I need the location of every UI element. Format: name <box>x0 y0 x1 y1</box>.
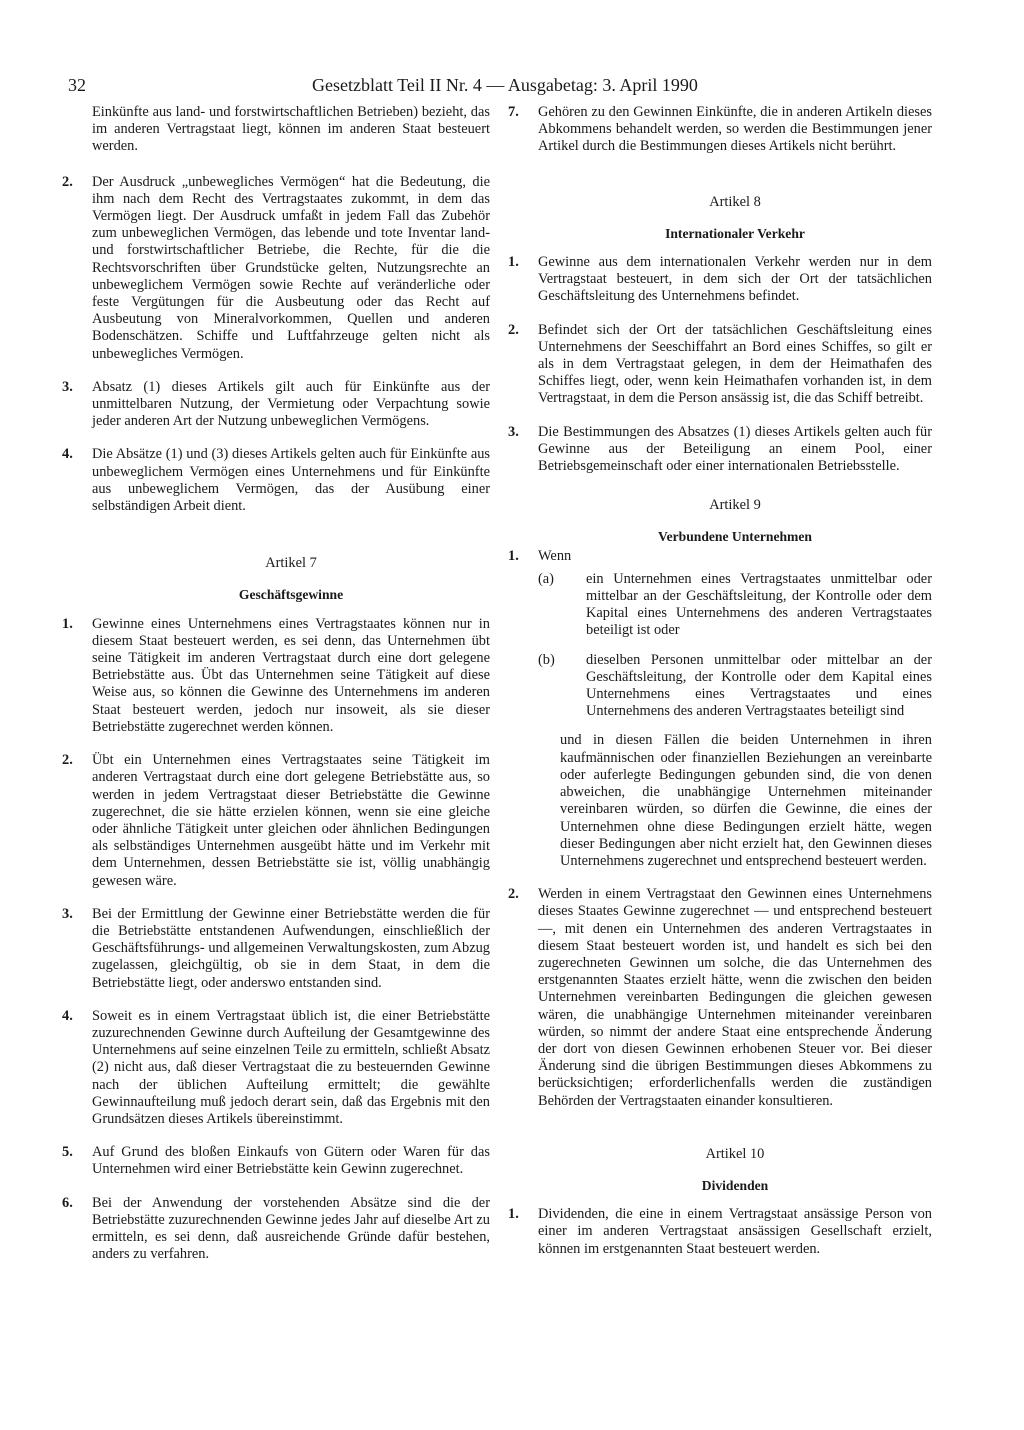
article-10-paragraph-1 <box>508 1206 932 1258</box>
paragraph-4 <box>62 446 490 515</box>
paragraph-text: Befindet sich der Ort der tatsächlichen Geschäftsleitung eines Unternehmens der Seeschiffahrt an Bord eines Schiffes, so gilt er als in dem Vertragstaat gelegen, in dem der Heimathafen des Schiffes liegt, oder, wenn kein Heimathafen vorhanden ist, in dem Vertragstaat, in dem die Person ansässig ist, die das Schiff betreibt. <box>538 321 932 407</box>
subitem-b <box>508 652 932 721</box>
article-7-paragraph-5 <box>62 1144 490 1178</box>
paragraph-number: 6. <box>62 1194 73 1211</box>
paragraph-text: Auf Grund des bloßen Einkaufs von Gütern oder Waren für das Unternehmen wird einer Betriebstätte kein Gewinn zugerechnet. <box>92 1144 490 1178</box>
article-10-number: Artikel 10 <box>705 1145 765 1162</box>
paragraph-text: Dividenden, die eine in einem Vertragstaat ansässige Person von einer im anderen Vertragstaat ansässigen Gesellschaft erzielt, können im erstgenannten Staat besteuert werden. <box>538 1206 932 1257</box>
subitem-label: (a) <box>538 570 554 587</box>
subitem-label: (b) <box>538 651 555 668</box>
article-7-paragraph-3 <box>62 906 490 992</box>
paragraph-number: 2. <box>62 173 73 190</box>
paragraph-text: Gewinne eines Unternehmens eines Vertragstaates können nur in diesem Staat besteuert werden, es sei denn, das Unternehmen übt seine Tätigkeit im anderen Vertragstaat durch eine dort gelegene Betriebstätte aus. Übt das Unternehmen seine Tätigkeit auf diese Weise aus, so können die Gewinne des Unternehmens im anderen Staat besteuert werden, jedoch nur insoweit, als sie dieser Betriebstätte zugerechnet werden können. <box>92 615 490 735</box>
paragraph-number: 4. <box>62 1007 73 1024</box>
article-7-paragraph-7 <box>508 104 932 156</box>
paragraph-number: 4. <box>62 446 73 463</box>
article-9-title: Verbundene Unternehmen <box>658 529 812 545</box>
page-number: 32 <box>68 75 86 95</box>
paragraph-number: 2. <box>508 321 519 338</box>
article-8-paragraph-1 <box>508 254 932 306</box>
paragraph-text: Gehören zu den Gewinnen Einkünfte, die in anderen Artikeln dieses Abkommens behandelt werden, so werden die Bestimmungen jener Artikel durch die Bestimmungen dieses Artikels nicht berührt. <box>538 104 932 155</box>
paragraph-text: Der Ausdruck „unbewegliches Vermögen“ hat die Bedeutung, die ihm nach dem Recht des Vertragstaates zukommt, in dem das Vermögen liegt. Der Ausdruck umfaßt in jedem Fall das Zubehör zum unbeweglichen Vermögen, das lebende und tote Inventar land- und forstwirtschaftlicher Betriebe, die Rechte, für die die Rechtsvorschriften über Grundstücke gelten, Nutzungsrechte an unbeweglichem Vermögen sowie Rechte auf veränderliche oder feste Vergütungen für die Ausbeutung oder das Recht auf Ausbeutung von Mineralvorkommen, Quellen und anderen Bodenschätzen. Schiffe und Luftfahrzeuge gelten nicht als unbewegliches Vermögen. <box>92 173 490 362</box>
paragraph-2 <box>62 174 490 363</box>
paragraph-number: 2. <box>508 886 519 903</box>
paragraph-intro: Wenn <box>538 547 572 564</box>
paragraph-text: Werden in einem Vertragstaat den Gewinnen eines Unternehmens dieses Staates Gewinne zugerechnet — und entsprechend besteuert —, mit denen ein Unternehmen des anderen Vertragstaates in diesem Staat besteuert worden ist, und handelt es sich bei den zugerechneten Gewinnen um solche, die das Unternehmen des erstgenannten Staates erzielt hätte, wenn die zwischen den beiden Unternehmen vereinbarten Bedingungen die gleichen gewesen wären, die unabhängige Unternehmen miteinander vereinbaren würden, so nimmt der andere Staat eine entsprechende Änderung der dort von diesen Gewinnen erhobenen Steuer vor. Bei dieser Änderung sind die übrigen Bestimmungen dieses Abkommens zu berücksichtigen; erforderlichenfalls werden die zuständigen Behörden der Vertragstaaten einander konsultieren. <box>538 886 932 1109</box>
article-8-paragraph-2 <box>508 322 932 408</box>
article-7-title: Geschäftsgewinne <box>238 587 344 603</box>
paragraph-3 <box>62 379 490 431</box>
subitem-text: ein Unternehmen eines Vertragstaates unmittelbar oder mittelbar an der Geschäftsleitung, der Kontrolle oder dem Kapital eines Unternehmens des anderen Vertragstaates beteiligt ist oder <box>586 570 932 639</box>
paragraph-number: 5. <box>62 1144 73 1161</box>
article-9-paragraph-1 <box>508 548 932 565</box>
paragraph-text: Bei der Ermittlung der Gewinne einer Betriebstätte werden die für die Betriebstätte entstandenen Aufwendungen, einschließlich der Geschäftsführungs- und allgemeinen Verwaltungskosten, zum Abzug zugelassen, gleichgültig, ob sie in dem Staat, in dem die Betriebstätte liegt, oder anderswo entstanden sind. <box>92 905 490 991</box>
article-8-paragraph-3 <box>508 424 932 476</box>
paragraph-text: Gewinne aus dem internationalen Verkehr werden nur in dem Vertragstaat besteuert, in dem sich der Ort der tatsächlichen Geschäftsleitung des Unternehmens befindet. <box>538 254 932 305</box>
paragraph-number: 3. <box>62 905 73 922</box>
paragraph-number: 7. <box>508 104 519 120</box>
article-7-number: Artikel 7 <box>265 555 317 572</box>
paragraph-text: Absatz (1) dieses Artikels gilt auch für Einkünfte aus der unmittelbaren Nutzung, der Vermietung oder Verpachtung sowie jeder anderen Art der Nutzung unbeweglichen Vermögens. <box>92 378 490 430</box>
article-10-title: Dividenden <box>701 1177 769 1193</box>
page-header <box>68 72 938 98</box>
right-column <box>508 104 932 1274</box>
article-9-paragraph-1-continuation: und in diesen Fällen die beiden Unternehmen in ihren kaufmännischen oder finanziellen Beziehungen an vereinbarte oder auferlegte Bedingungen gebunden sind, die von denen abweichen, die unabhängige Unternehmen miteinander vereinbaren würden, so dürfen die Gewinne, die eines der Unternehmen ohne diese Bedingungen erzielt hätte, wegen dieser Bedingungen aber nicht erzielt hat, den Gewinnen dieses Unternehmens zugerechnet und entsprechend besteuert werden. <box>560 732 932 869</box>
paragraph-number: 1. <box>508 547 519 564</box>
paragraph-continuation: Einkünfte aus land- und forstwirtschaftlichen Betrieben) bezieht, das im anderen Vertragstaat liegt, können im anderen Staat besteuert werden. <box>92 104 490 155</box>
paragraph-number: 1. <box>508 1206 519 1223</box>
paragraph-number: 3. <box>62 378 73 395</box>
paragraph-text: Übt ein Unternehmen eines Vertragstaates seine Tätigkeit im anderen Vertragstaat durch eine dort gelegene Betriebstätte aus, so werden in jedem Vertragstaat dieser Betriebstätte die Gewinne zugerechnet, die sie hätte erzielen können, wenn sie eine gleiche oder ähnliche Tätigkeit unter gleichen oder ähnlichen Bedingungen als selbständiges Unternehmen ausgeübt hätte und im Verkehr mit dem Unternehmen, dessen Betriebstätte sie ist, völlig unabhängig gewesen wäre. <box>92 752 490 889</box>
article-8-number: Artikel 8 <box>709 193 761 210</box>
running-head: Gesetzblatt Teil II Nr. 4 — Ausgabetag: 3. April 1990 <box>312 75 698 95</box>
paragraph-number: 2. <box>62 752 73 769</box>
paragraph-text: Bei der Anwendung der vorstehenden Absätze sind die der Betriebstätte zuzurechnenden Gewinne jedes Jahr auf dieselbe Art zu ermitteln, es sei denn, daß ausreichende Gründe dafür bestehen, anders zu verfahren. <box>92 1194 490 1263</box>
article-7-paragraph-4 <box>62 1008 490 1128</box>
subitem-text: dieselben Personen unmittelbar oder mittelbar an der Geschäftsleitung, der Kontrolle oder dem Kapital eines Unternehmens eines Vertragstaates und eines Unternehmens des anderen Vertragstaates beteiligt sind <box>586 651 932 720</box>
article-9-number: Artikel 9 <box>709 497 761 514</box>
article-7-paragraph-2 <box>62 752 490 890</box>
paragraph-text: Soweit es in einem Vertragstaat üblich ist, die einer Betriebstätte zuzurechnenden Gewinne durch Aufteilung der Gesamtgewinne des Unternehmens auf seine einzelnen Teile zu ermitteln, schließt Absatz (2) nicht aus, daß dieser Vertragstaat die zu besteuernden Gewinne nach der üblichen Aufteilung ermittelt; die gewählte Gewinnaufteilung muß jedoch derart sein, daß das Ergebnis mit den Grundsätzen dieses Artikels übereinstimmt. <box>92 1007 490 1127</box>
subitem-a <box>508 571 932 640</box>
article-7-paragraph-1 <box>62 616 490 736</box>
paragraph-number: 1. <box>508 254 519 271</box>
article-9-paragraph-2 <box>508 886 932 1110</box>
left-column <box>62 104 490 1279</box>
paragraph-text: Die Bestimmungen des Absatzes (1) dieses Artikels gelten auch für Gewinne aus der Beteiligung an einem Pool, einer Betriebsgemeinschaft oder einer internationalen Betriebsstelle. <box>538 423 932 475</box>
paragraph-number: 1. <box>62 615 73 632</box>
article-7-paragraph-6 <box>62 1195 490 1264</box>
article-8-title: Internationaler Verkehr <box>665 225 805 241</box>
paragraph-text: Die Absätze (1) und (3) dieses Artikels gelten auch für Einkünfte aus unbeweglichem Vermögen eines Unternehmens und für Einkünfte aus unbeweglichem Vermögen, das der Ausübung einer selbständigen Arbeit dient. <box>92 446 490 515</box>
paragraph-number: 3. <box>508 423 519 440</box>
